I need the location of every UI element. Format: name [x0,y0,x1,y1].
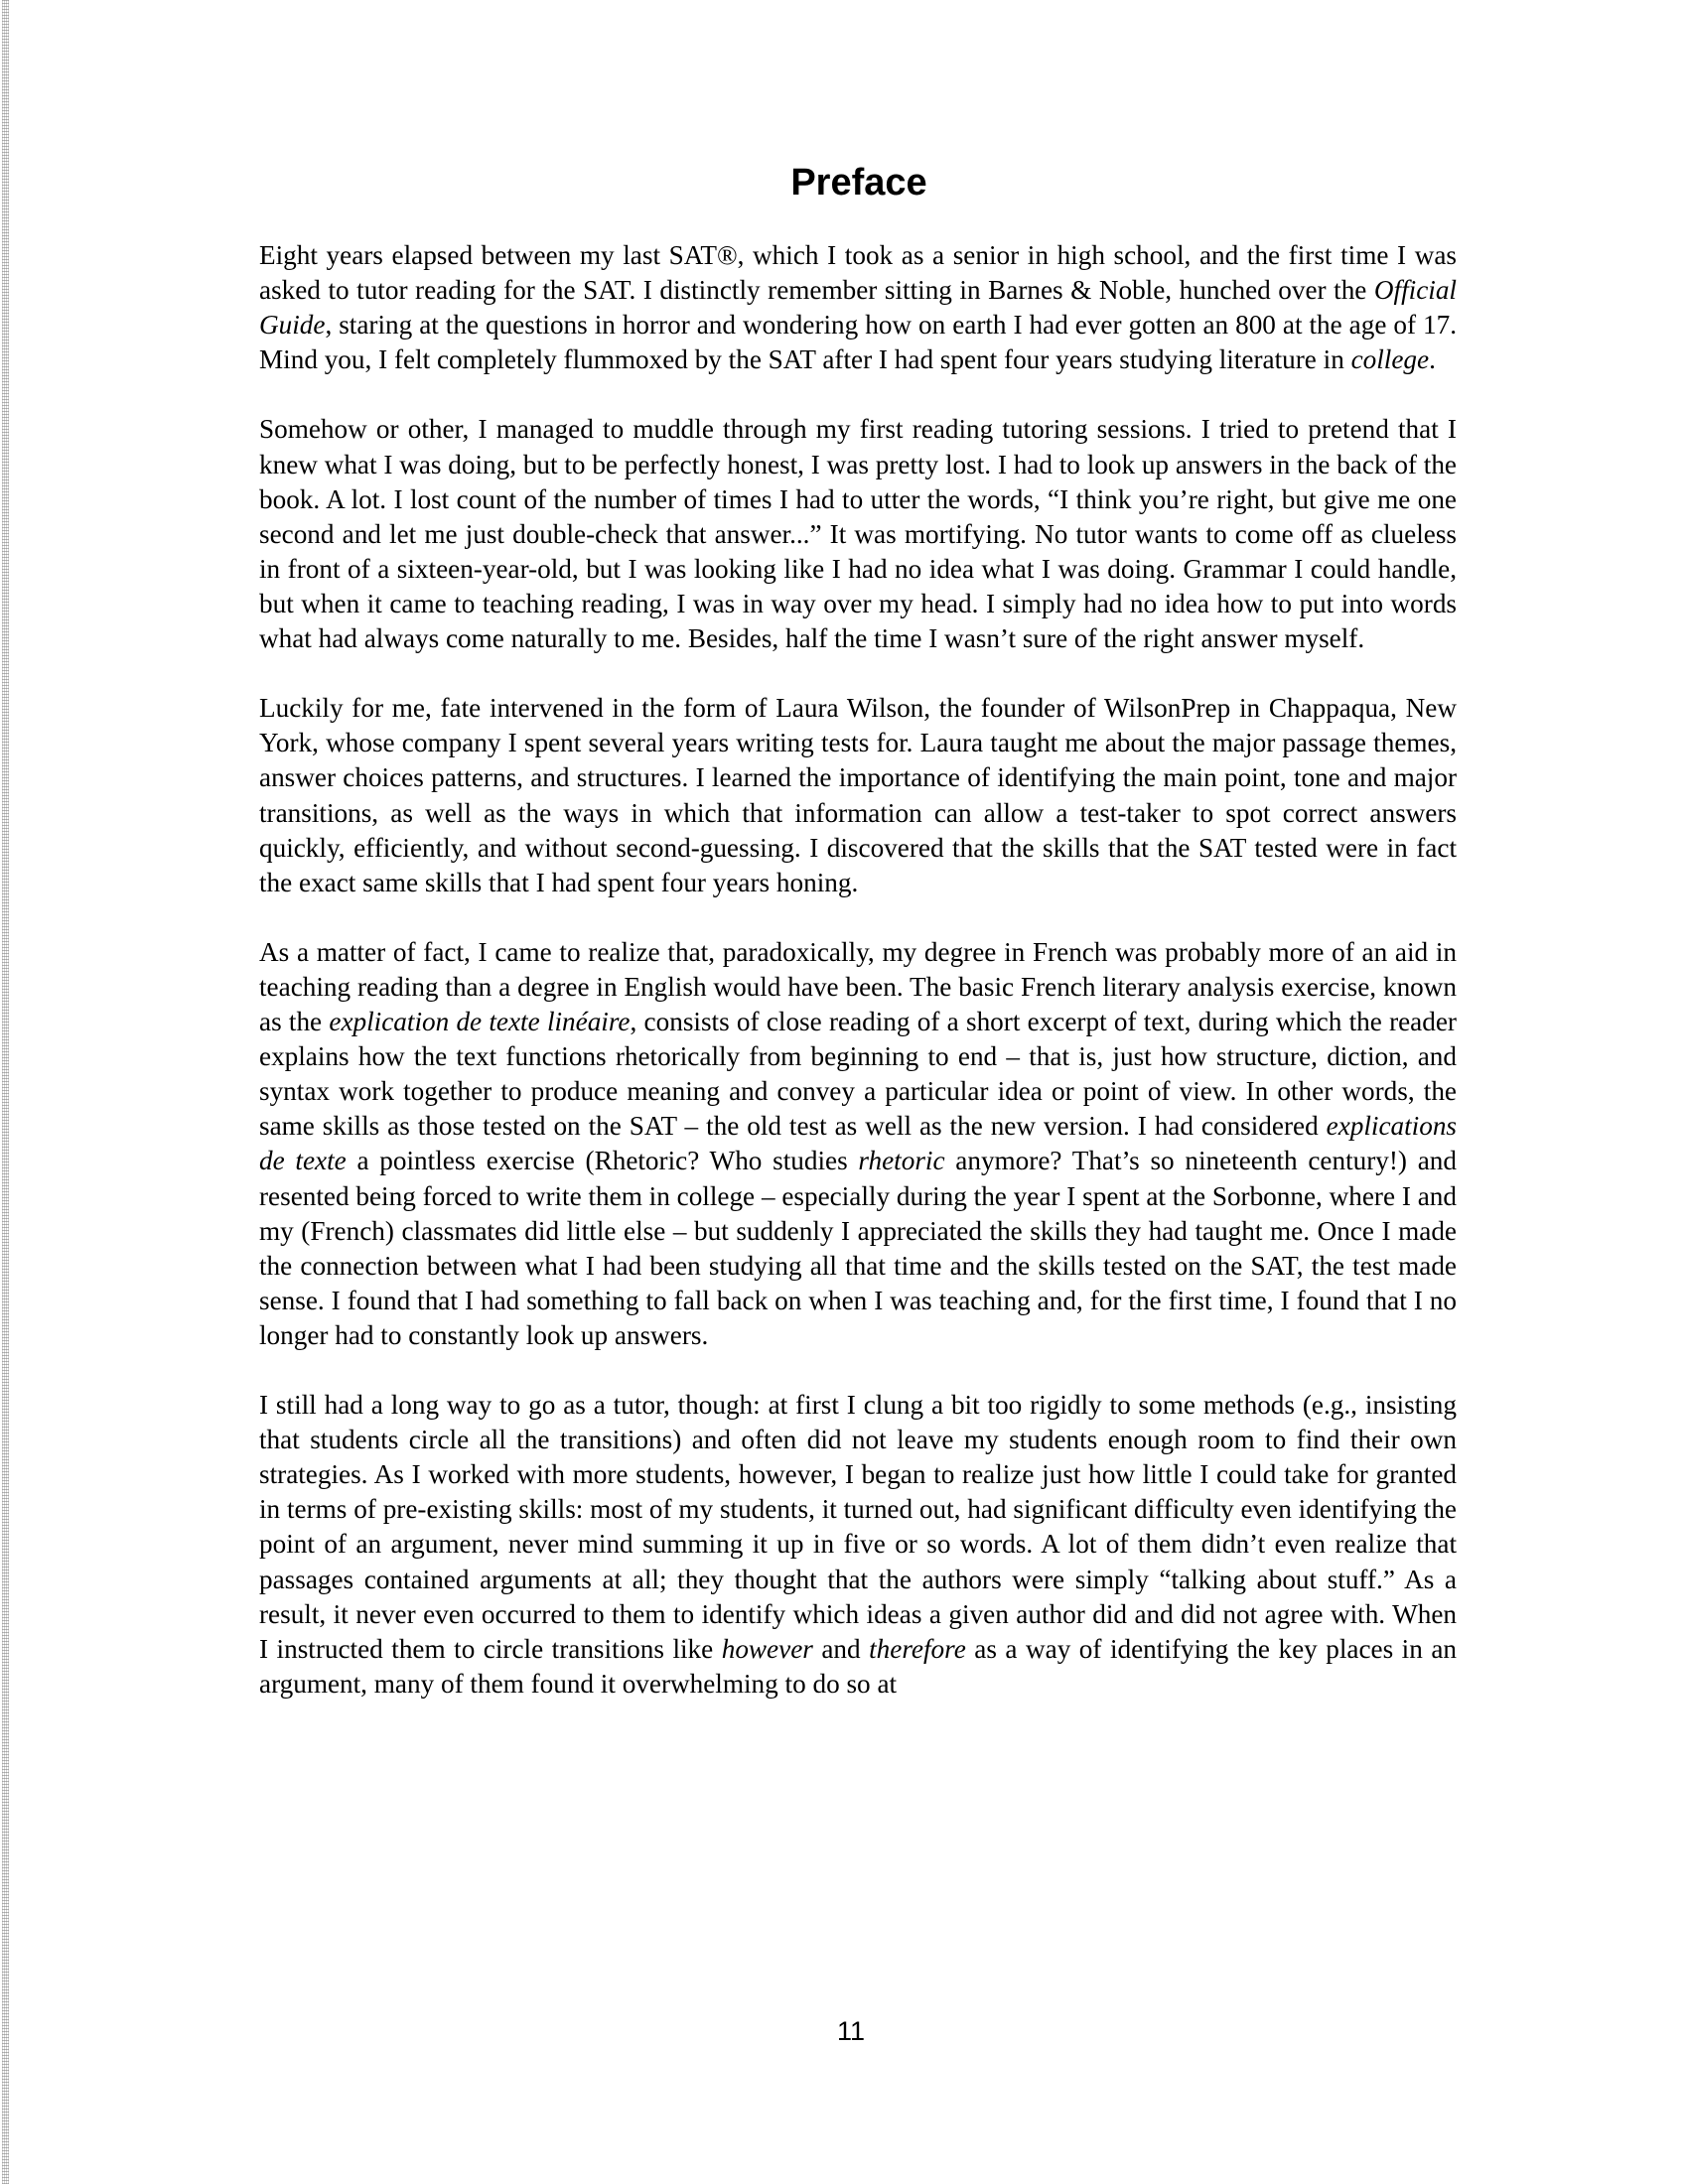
italic-french-term: explication de texte linéaire [329,1007,631,1037]
paragraph-1 [259,238,1457,377]
text-segment: anymore? That’s so nineteenth century!) and resented being forced to write them in college – especially during the year I spent at the Sorbonne, where I and my (French) classmates did little else – but suddenly I appreciated the skills they had taught me. Once I made the connection between what I had been studying all that time and the skills tested on the SAT, the test made sense. I found that I had something to fall back on when I was teaching and, for the first time, I found that I no longer had to constantly look up answers. [259,1146,1457,1350]
text-segment: As a matter of fact, I came to realize that, paradoxically, my degree in French was probably more of an aid in teaching reading than a degree in English would have been. The basic French literary analysis exercise, known as the [259,936,1457,1037]
italic-french-term: explications de texte [259,1111,1457,1176]
page-title: Preface [790,162,927,204]
text-segment: Eight years elapsed between my last SAT®, which I took as a senior in high school, and the first time I was asked to tutor reading for the SAT. I distinctly remember sitting in Barnes & Noble, hunched over the [259,240,1457,306]
paragraph-5 [259,1388,1457,1702]
paragraph-3 [259,691,1457,900]
text-segment: and [812,1633,870,1664]
italic-term: however [721,1633,813,1664]
text-segment: as a way of identifying the key places in an argument, many of them found it overwhelming to do so at [259,1633,1457,1699]
italic-term: therefore [869,1633,966,1664]
paragraph-4 [259,935,1457,1353]
text-segment: , consists of close reading of a short excerpt of text, during which the reader explains how the text functions rhetorically from beginning to end – that is, just how structure, diction, and syntax work together to produce meaning and convey a particular idea or point of view. In other words, the same skills as those tested on the SAT – the old test as well as the new version. I had considered [259,1007,1457,1142]
text-segment: I still had a long way to go as a tutor, though: at first I clung a bit too rigidly to some methods (e.g., insisting that students circle all the transitions) and often did not leave my students enough room to find their own strategies. As I worked with more students, however, I began to realize just how little I could take for granted in terms of pre-existing skills: most of my students, it turned out, had significant difficulty even identifying the point of an argument, never mind summing it up in five or so words. A lot of them didn’t even realize that passages contained arguments at all; they thought that the authors were simply “talking about stuff.” As a result, it never even occurred to them to identify which ideas a given author did and did not agree with. When I instructed them to circle transitions like [259,1390,1457,1664]
paragraph-2 [259,412,1457,656]
italic-emphasis: college [1350,344,1430,375]
italic-emphasis: rhetoric [858,1146,945,1176]
text-segment: Somehow or other, I managed to muddle through my first reading tutoring sessions. I tried to pretend that I knew what I was doing, but to be perfectly honest, I was pretty lost. I had to look up answers in the back of the book. A lot. I lost count of the number of times I had to utter the words, “I think you’re right, but give me one second and let me just double-check that answer...” It was mortifying. No tutor wants to come off as clueless in front of a sixteen-year-old, but I was looking like I had no idea what I was doing. Grammar I could handle, but when it came to teaching reading, I was in way over my head. I simply had no idea how to put into words what had always come naturally to me. Besides, half the time I wasn’t sure of the right answer myself. [259,414,1457,654]
italic-book-title: Official Guide [259,275,1457,341]
body-text [259,238,1457,1702]
text-segment: a pointless exercise (Rhetoric? Who studies [346,1146,859,1176]
page-number: 11 [836,2016,866,2046]
scan-edge-artifact [2,0,9,2184]
text-segment: . [1429,344,1436,375]
text-segment: Luckily for me, fate intervened in the form of Laura Wilson, the founder of WilsonPrep in Chappaqua, New York, whose company I spent several years writing tests for. Laura taught me about the major passage themes, answer choices patterns, and structures. I learned the importance of identifying the main point, tone and major transitions, as well as the ways in which that information can allow a test-taker to spot correct answers quickly, efficiently, and without second-guessing. I discovered that the skills that the SAT tested were in fact the exact same skills that I had spent four years honing. [259,693,1457,897]
text-segment: , staring at the questions in horror and wondering how on earth I had ever gotten an 800 at the age of 17. Mind you, I felt completely flummoxed by the SAT after I had spent four years studying literature in [259,310,1457,375]
